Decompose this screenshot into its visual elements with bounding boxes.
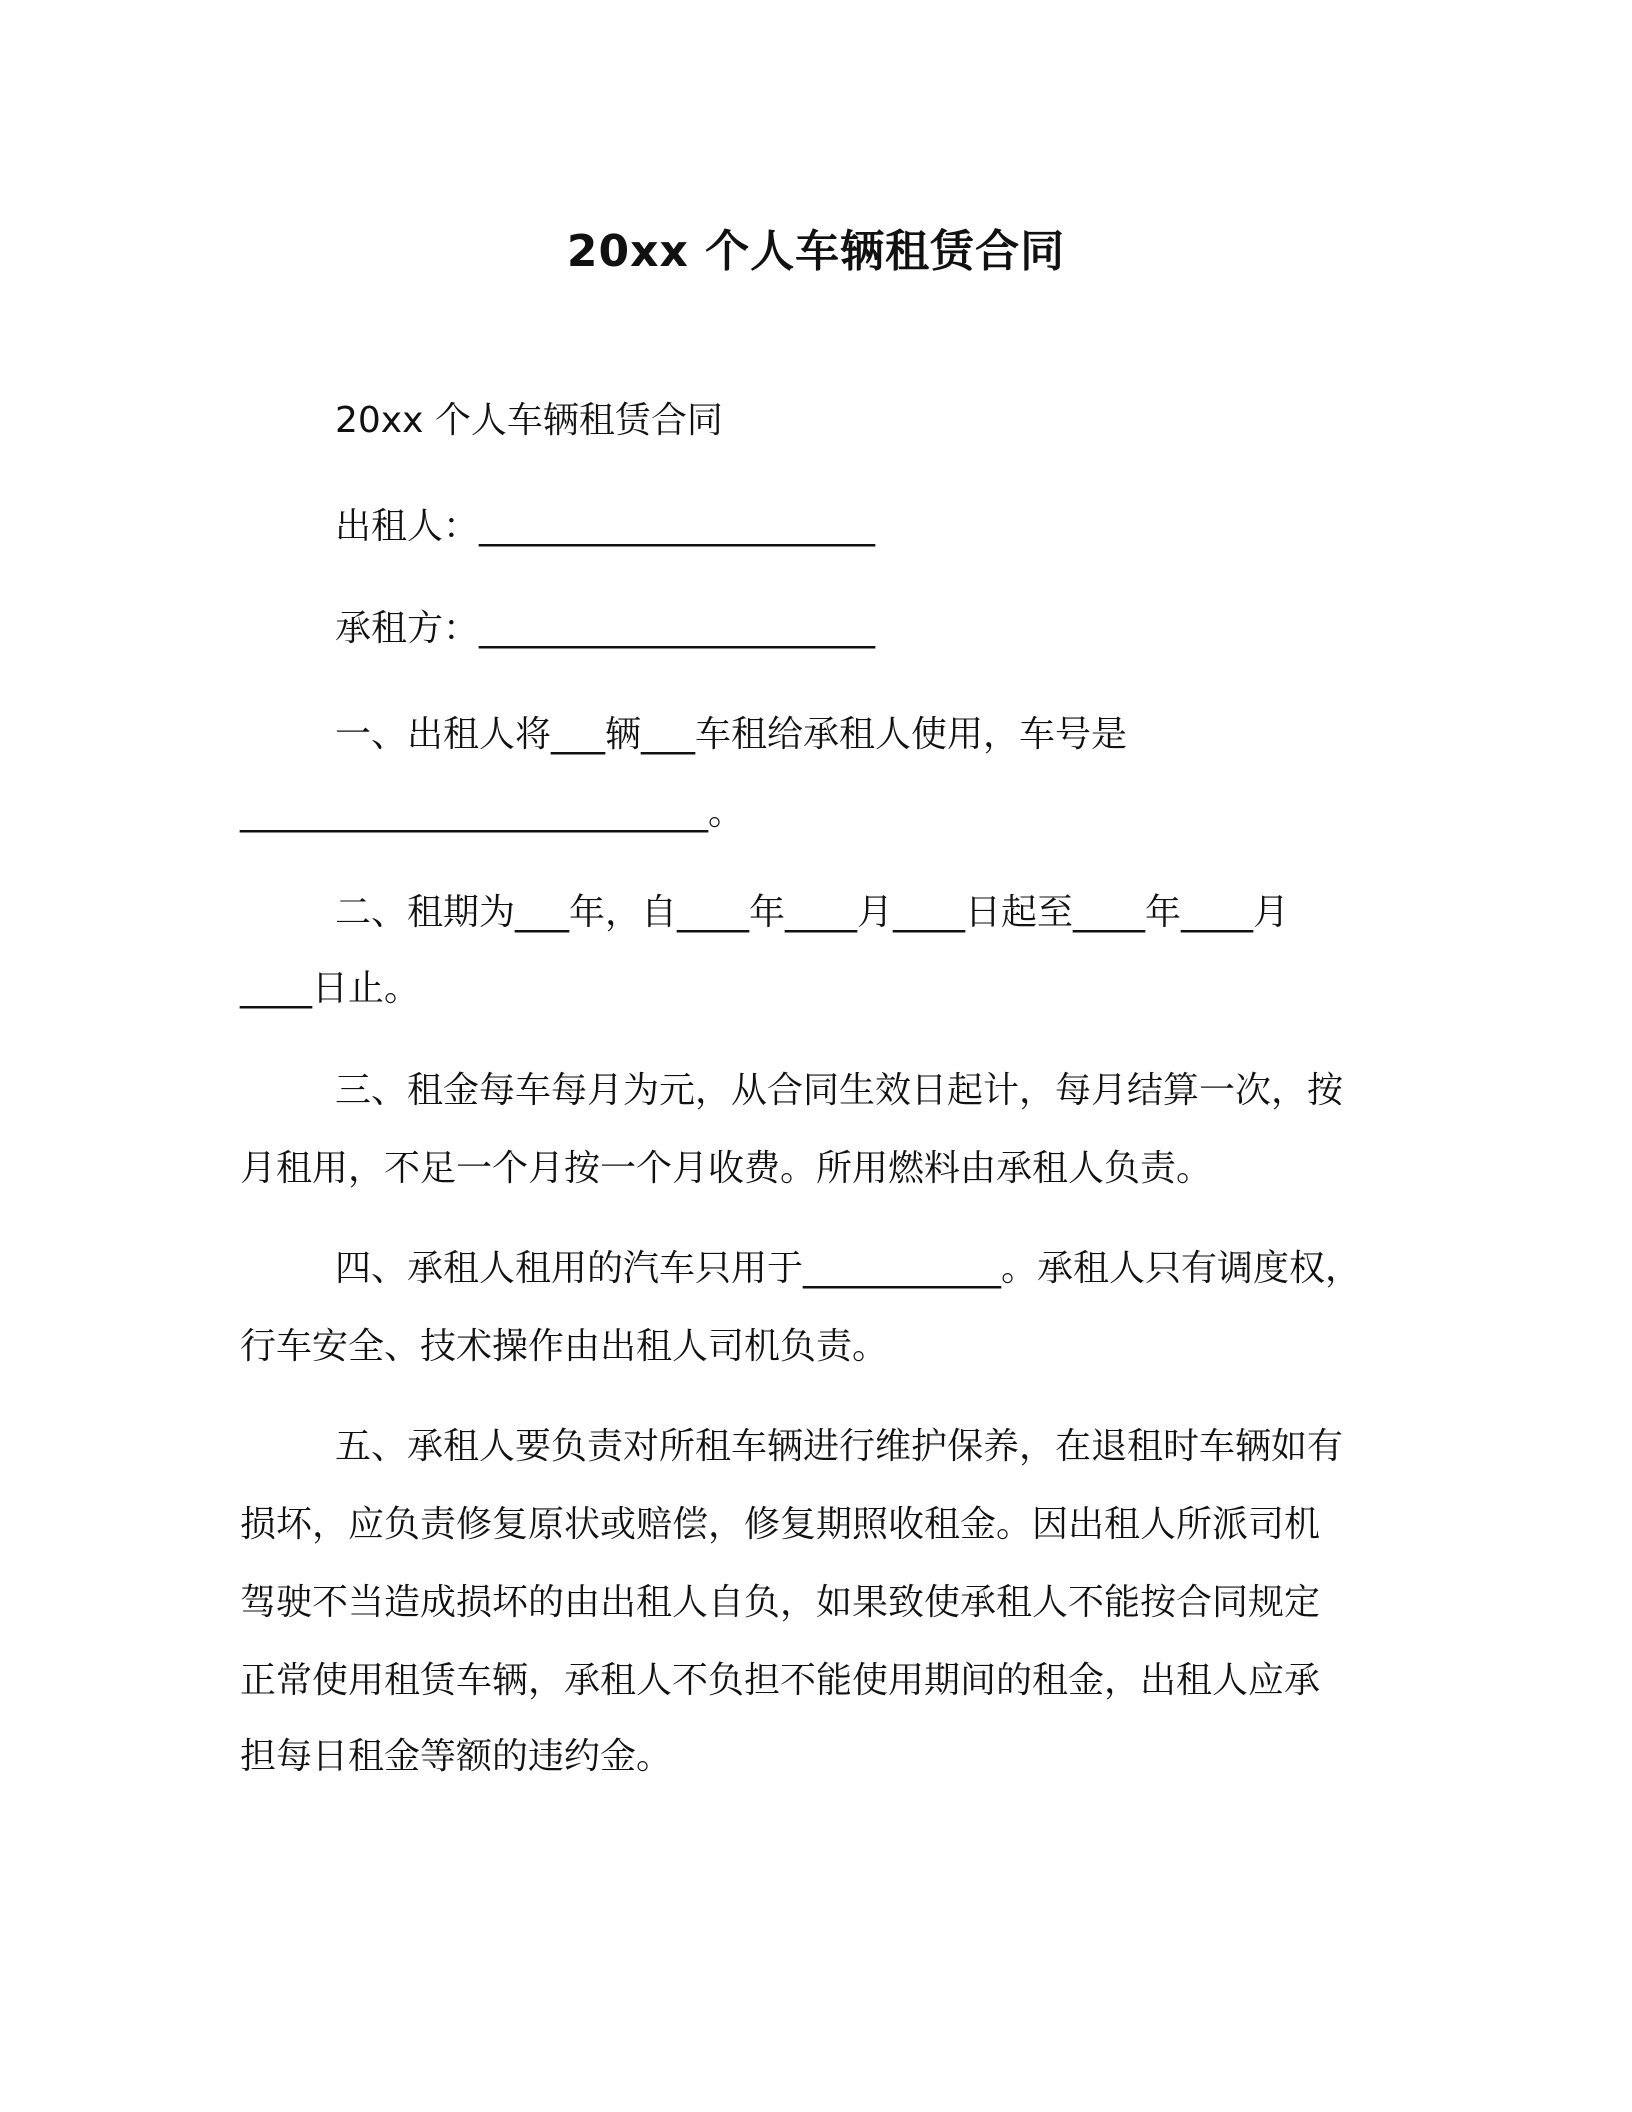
clause-5-line-4: 正常使用租赁车辆，承租人不负担不能使用期间的租金，出租人应承	[240, 1660, 1321, 1701]
clause-3-line-2: 月租用，不足一个月按一个月收费。所用燃料由承租人负责。	[240, 1148, 1213, 1189]
lessee-field: 承租方：______________________	[335, 608, 876, 649]
clause-5-line-3: 驾驶不当造成损坏的由出租人自负，如果致使承租人不能按合同规定	[240, 1582, 1321, 1623]
clause-5-line-1: 五、承租人要负责对所租车辆进行维护保养，在退租时车辆如有	[335, 1426, 1344, 1467]
clause-4-line-2: 行车安全、技术操作由出租人司机负责。	[240, 1326, 889, 1367]
clause-2-line-1: 二、租期为___年，自____年____月____日起至____年____月	[335, 892, 1290, 933]
clause-2-line-2: ____日止。	[240, 968, 421, 1009]
clause-1-line-1: 一、出租人将___辆___车租给承租人使用，车号是	[335, 714, 1128, 755]
clause-4-line-1: 四、承租人租用的汽车只用于___________。承租人只有调度权，	[335, 1248, 1362, 1289]
clause-5-line-5: 担每日租金等额的违约金。	[240, 1736, 673, 1777]
document-title: 20xx 个人车辆租赁合同	[566, 226, 1066, 277]
document-subtitle: 20xx 个人车辆租赁合同	[335, 400, 723, 441]
clause-1-line-2: __________________________。	[240, 792, 744, 833]
lessor-field: 出租人：______________________	[335, 506, 876, 547]
clause-5-line-2: 损坏，应负责修复原状或赔偿，修复期照收租金。因出租人所派司机	[240, 1504, 1321, 1545]
clause-3-line-1: 三、租金每车每月为元，从合同生效日起计，每月结算一次，按	[335, 1070, 1344, 1111]
